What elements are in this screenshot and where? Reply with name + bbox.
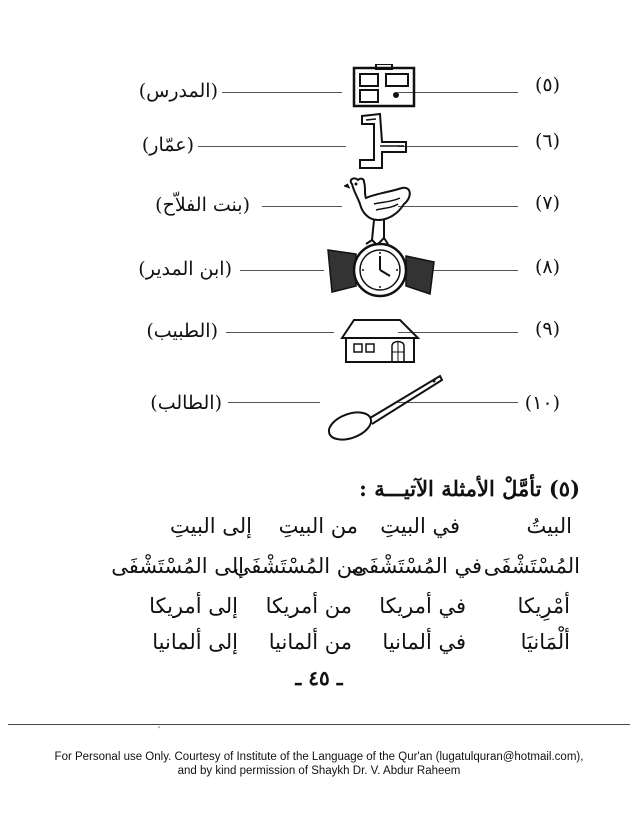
example-row	[0, 628, 638, 668]
item-word: (بنت الفلاّح)	[155, 194, 250, 216]
watch-icon	[326, 240, 436, 300]
answer-line	[398, 92, 518, 93]
item-word: (ابن المدير)	[138, 258, 232, 280]
example-cell: في ألمانيا	[382, 630, 466, 654]
hen-icon	[344, 174, 414, 246]
example-row	[0, 512, 638, 552]
answer-line	[262, 206, 342, 207]
example-row	[0, 592, 638, 632]
example-cell: ألْمَانيَا	[520, 630, 570, 654]
example-row	[0, 552, 638, 592]
exercise-item	[0, 372, 638, 432]
answer-line	[398, 146, 518, 147]
scan-mark: ′	[158, 726, 161, 737]
exercise-item	[0, 116, 638, 176]
footer-divider	[8, 724, 630, 725]
example-cell: من البيتِ	[278, 514, 358, 538]
item-word: (عمّار)	[141, 134, 194, 156]
exercise-item	[0, 62, 638, 122]
item-word: (الطبيب)	[146, 320, 218, 342]
spoon-icon	[326, 372, 444, 442]
item-number: (٥)	[534, 74, 560, 96]
footer-line: For Personal use Only. Courtesy of Institute of the Language of the Qur'an (lugatulquran@hotmail.com),	[54, 751, 584, 763]
example-cell: المُسْتَشْفَى	[483, 554, 580, 578]
example-cell: في المُسْتَشْفَى	[351, 554, 482, 578]
item-number: (٩)	[534, 318, 560, 340]
answer-line	[228, 402, 320, 403]
house-icon	[340, 318, 420, 364]
section-heading: (٥) تأمَّلْ الأمثلة الآتيـــة :	[359, 476, 580, 501]
item-number: (٨)	[534, 256, 560, 278]
answer-line	[398, 206, 518, 207]
page-number: ـ ٤٥ ـ	[295, 666, 343, 690]
item-word: (الطالب)	[150, 392, 222, 414]
footer	[0, 750, 638, 778]
example-cell: البيتُ	[526, 514, 572, 538]
example-cell: من المُسْتَشْفَى	[233, 554, 364, 578]
item-word: (المدرس)	[138, 80, 218, 102]
answer-line	[240, 270, 324, 271]
example-cell: أمْرِيكا	[517, 594, 570, 618]
example-cell: في أمريكا	[379, 594, 466, 618]
example-cell: من أمريكا	[265, 594, 352, 618]
exercise-item	[0, 176, 638, 236]
example-cell: إلى البيتِ	[170, 514, 252, 538]
item-number: (٧)	[534, 192, 560, 214]
example-cell: من ألمانيا	[268, 630, 352, 654]
answer-line	[198, 146, 346, 147]
example-cell: في البيتِ	[380, 514, 460, 538]
item-number: (٦)	[534, 130, 560, 152]
example-cell: إلى أمريكا	[149, 594, 238, 618]
answer-line	[226, 332, 334, 333]
exercise-item	[0, 240, 638, 300]
example-cell: إلى المُسْتَشْفَى	[111, 554, 244, 578]
item-number: (١٠)	[524, 392, 560, 414]
bag-icon	[352, 64, 416, 108]
exercise-item	[0, 302, 638, 362]
footer-line: and by kind permission of Shaykh Dr. V. Abdur Raheem	[177, 765, 461, 777]
chair-icon	[356, 112, 412, 172]
answer-line	[222, 92, 342, 93]
example-cell: إلى ألمانيا	[152, 630, 238, 654]
